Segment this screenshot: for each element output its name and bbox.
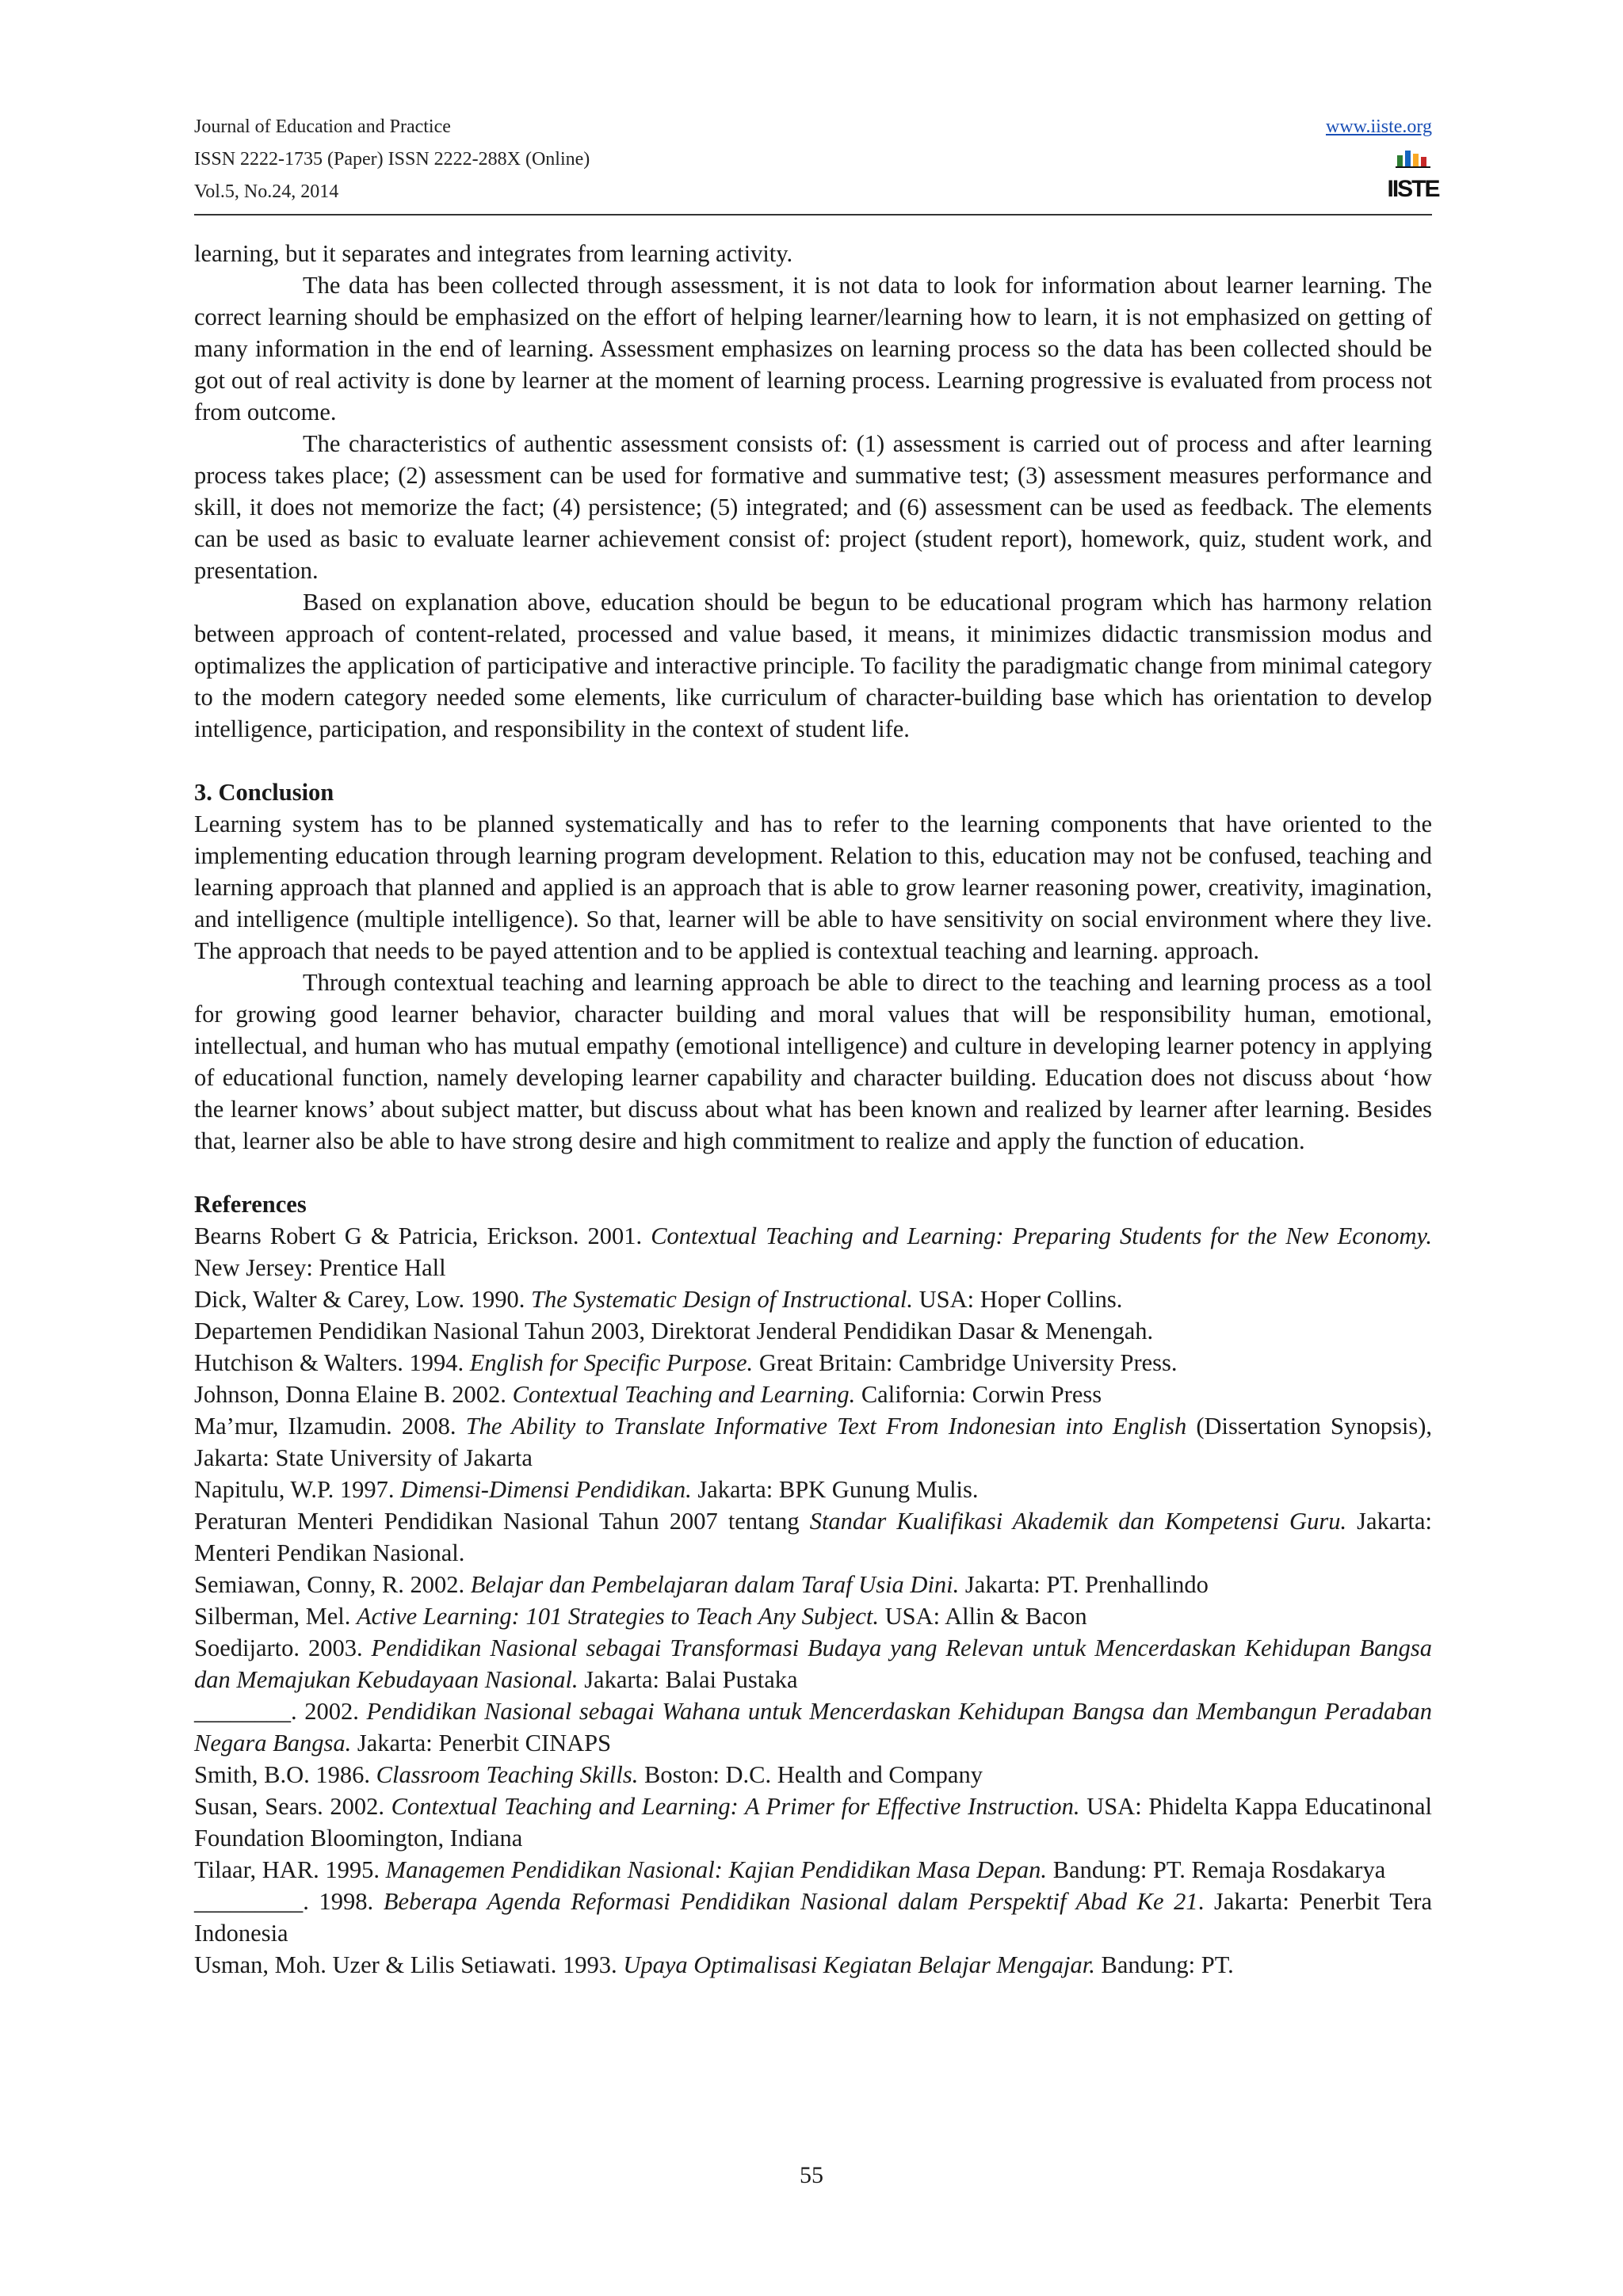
header-divider: [194, 214, 1432, 215]
reference-title: English for Specific Purpose.: [469, 1349, 754, 1376]
body-paragraph: The characteristics of authentic assessment consists of: (1) assessment is carried out of process and after learning process takes place; (2) assessment can be used for formative and summative test; (3) assessment measures performance and skill, it does not memorize the fact; (4) persistence; (5) integrated; and (6) assessment can be used as feedback. The elements can be used as basic to evaluate learner achievement consist of: project (student report), homework, quiz, student work, and presentation.: [194, 430, 1432, 584]
conclusion-paragraph: Learning system has to be planned systematically and has to refer to the learning components that have oriented to the implementing education through learning program development. Relation to this, education may not be confused, teaching and learning approach that planned and applied is an approach that is able to grow learner reasoning power, creativity, imagination, and intelligence (multiple intelligence). So that, learner will be able to have sensitivity on social environment where they live. The approach that needs to be payed attention and to be applied is contextual teaching and learning. approach.: [194, 810, 1432, 964]
volume-line: Vol.5, No.24, 2014: [194, 181, 339, 202]
reference-publisher: Bandung: PT.: [1094, 1951, 1234, 1978]
page-number: 55: [800, 2162, 823, 2188]
reference-authors: Departemen Pendidikan Nasional Tahun 2003, Direktorat Jenderal Pendidikan Dasar & Menengah.: [194, 1318, 1154, 1344]
reference-title: Belajar dan Pembelajaran dalam Taraf Usia Dini.: [470, 1571, 960, 1598]
reference-title: Dimensi-Dimensi Pendidikan.: [400, 1476, 692, 1503]
reference-publisher: Jakarta: Menteri Pendikan Nasional.: [194, 1508, 1433, 1566]
reference-item: [194, 1600, 1432, 1632]
reference-authors: Tilaar, HAR. 1995.: [194, 1856, 386, 1883]
reference-item: [194, 1347, 1432, 1379]
references-heading: References: [194, 1191, 307, 1218]
reference-title: The Systematic Design of Instructional.: [531, 1286, 914, 1313]
reference-publisher: Jakarta: Penerbit CINAPS: [351, 1730, 612, 1756]
reference-item: [194, 1505, 1432, 1569]
svg-text:IISTE: IISTE: [1387, 176, 1439, 202]
reference-authors: Silberman, Mel.: [194, 1603, 357, 1630]
page-header: [194, 111, 1439, 214]
reference-title: Contextual Teaching and Learning: Preparing Students for the New Economy.: [651, 1222, 1432, 1249]
iiste-logo: [1387, 147, 1439, 204]
reference-title: Contextual Teaching and Learning: A Primer for Effective Instruction.: [391, 1793, 1080, 1820]
reference-publisher: Jakarta: PT. Prenhallindo: [959, 1571, 1209, 1598]
reference-item: [194, 1410, 1432, 1474]
article-body: [194, 238, 1432, 1981]
reference-authors: Napitulu, W.P. 1997.: [194, 1476, 401, 1503]
reference-title: Contextual Teaching and Learning.: [512, 1381, 856, 1408]
reference-item: [194, 1632, 1432, 1695]
reference-title: Upaya Optimalisasi Kegiatan Belajar Mengajar.: [623, 1951, 1095, 1978]
reference-publisher: Bandung: PT. Remaja Rosdakarya: [1047, 1856, 1386, 1883]
reference-item: [194, 1759, 1432, 1791]
reference-title: Pendidikan Nasional sebagai Transformasi Budaya yang Relevan untuk Mencerdaskan Kehidupan Bangsa dan Memajukan Kebudayaan Nasional.: [194, 1634, 1432, 1693]
reference-authors: Susan, Sears. 2002.: [194, 1793, 391, 1820]
reference-authors: Peraturan Menteri Pendidikan Nasional Tahun 2007 tentang: [194, 1508, 810, 1535]
reference-publisher: USA: Phidelta Kappa Educatinonal Foundation Bloomington, Indiana: [194, 1793, 1432, 1852]
conclusion-heading: 3. Conclusion: [194, 779, 334, 806]
reference-title: Beberapa Agenda Reformasi Pendidikan Nasional dalam Perspektif Abad Ke 21: [383, 1888, 1198, 1915]
reference-title: Managemen Pendidikan Nasional: Kajian Pendidikan Masa Depan.: [385, 1856, 1048, 1883]
reference-publisher: Jakarta: BPK Gunung Mulis.: [691, 1476, 979, 1503]
body-paragraph: learning, but it separates and integrates from learning activity.: [194, 240, 793, 267]
body-paragraph: The data has been collected through assessment, it is not data to look for information about learner learning. The correct learning should be emphasized on the effort of helping learner/learning how to learn, it is not emphasized on getting of many information in the end of learning. Assessment emphasizes on learning process so the data has been collected should be got out of real activity is done by learner at the moment of learning process. Learning progressive is evaluated from process not from outcome.: [194, 272, 1432, 425]
reference-item: [194, 1854, 1432, 1886]
reference-publisher: California: Corwin Press: [855, 1381, 1102, 1408]
reference-publisher: Great Britain: Cambridge University Press.: [753, 1349, 1178, 1376]
reference-publisher: New Jersey: Prentice Hall: [194, 1254, 446, 1281]
reference-authors: Dick, Walter & Carey, Low. 1990.: [194, 1286, 532, 1313]
journal-name: Journal of Education and Practice: [194, 116, 451, 137]
conclusion-paragraph: Through contextual teaching and learning approach be able to direct to the teaching and learning process as a tool for growing good learner behavior, character building and moral values that will be responsibility human, emotional, intellectual, and human who has mutual empathy (emotional intelligence) and culture in developing learner potency in applying of educational function, namely developing learner capability and character building. Education does not discuss about ‘how the learner knows’ about subject matter, but discuss about what has been known and realized by learner after learning. Besides that, learner also be able to have strong desire and high commitment to realize and apply the function of education.: [194, 969, 1432, 1154]
reference-publisher: (Dissertation Synopsis), Jakarta: State University of Jakarta: [194, 1413, 1432, 1471]
reference-title: Active Learning: 101 Strategies to Teach Any Subject.: [357, 1603, 880, 1630]
reference-authors: Semiawan, Conny, R. 2002.: [194, 1571, 471, 1598]
reference-authors: Hutchison & Walters. 1994.: [194, 1349, 470, 1376]
reference-title: Standar Kualifikasi Akademik dan Kompetensi Guru.: [809, 1508, 1347, 1535]
body-paragraph: Based on explanation above, education should be begun to be educational program which has harmony relation between approach of content-related, processed and value based, it means, it minimizes didactic transmission modus and optimalizes the application of participative and interactive principle. To facility the paradigmatic change from minimal category to the modern category needed some elements, like curriculum of character-building base which has orientation to develop intelligence, participation, and responsibility in the context of student life.: [194, 589, 1432, 742]
reference-item: [194, 1949, 1432, 1981]
reference-item: [194, 1220, 1432, 1283]
reference-publisher: Boston: D.C. Health and Company: [638, 1761, 983, 1788]
reference-item: [194, 1569, 1432, 1600]
reference-item: [194, 1695, 1432, 1759]
reference-publisher: Jakarta: Balai Pustaka: [578, 1666, 798, 1693]
reference-authors: Usman, Moh. Uzer & Lilis Setiawati. 1993.: [194, 1951, 624, 1978]
reference-authors: Johnson, Donna Elaine B. 2002.: [194, 1381, 513, 1408]
reference-item: [194, 1315, 1432, 1347]
reference-publisher: USA: Hoper Collins.: [913, 1286, 1123, 1313]
reference-title: The Ability to Translate Informative Text From Indonesian into English: [465, 1413, 1187, 1440]
reference-item: [194, 1791, 1432, 1854]
reference-authors: ________. 2002.: [194, 1698, 367, 1725]
issn-line: ISSN 2222-1735 (Paper) ISSN 2222-288X (Online): [194, 149, 590, 170]
reference-publisher: . Jakarta: Penerbit Tera Indonesia: [194, 1888, 1432, 1947]
reference-item: [194, 1283, 1432, 1315]
reference-title: Classroom Teaching Skills.: [376, 1761, 639, 1788]
reference-item: [194, 1379, 1432, 1410]
reference-list: [194, 1220, 1432, 1981]
journal-url-link[interactable]: www.iiste.org: [1326, 116, 1432, 137]
reference-authors: Smith, B.O. 1986.: [194, 1761, 376, 1788]
reference-authors: Bearns Robert G & Patricia, Erickson. 2001.: [194, 1222, 651, 1249]
reference-publisher: USA: Allin & Bacon: [879, 1603, 1087, 1630]
reference-authors: Soedijarto. 2003.: [194, 1634, 372, 1661]
reference-item: [194, 1474, 1432, 1505]
reference-item: [194, 1886, 1432, 1949]
reference-title: Pendidikan Nasional sebagai Wahana untuk Mencerdaskan Kehidupan Bangsa dan Membangun Peradaban Negara Bangsa.: [194, 1698, 1432, 1756]
reference-authors: _________. 1998.: [194, 1888, 384, 1915]
reference-authors: Ma’mur, Ilzamudin. 2008.: [194, 1413, 466, 1440]
